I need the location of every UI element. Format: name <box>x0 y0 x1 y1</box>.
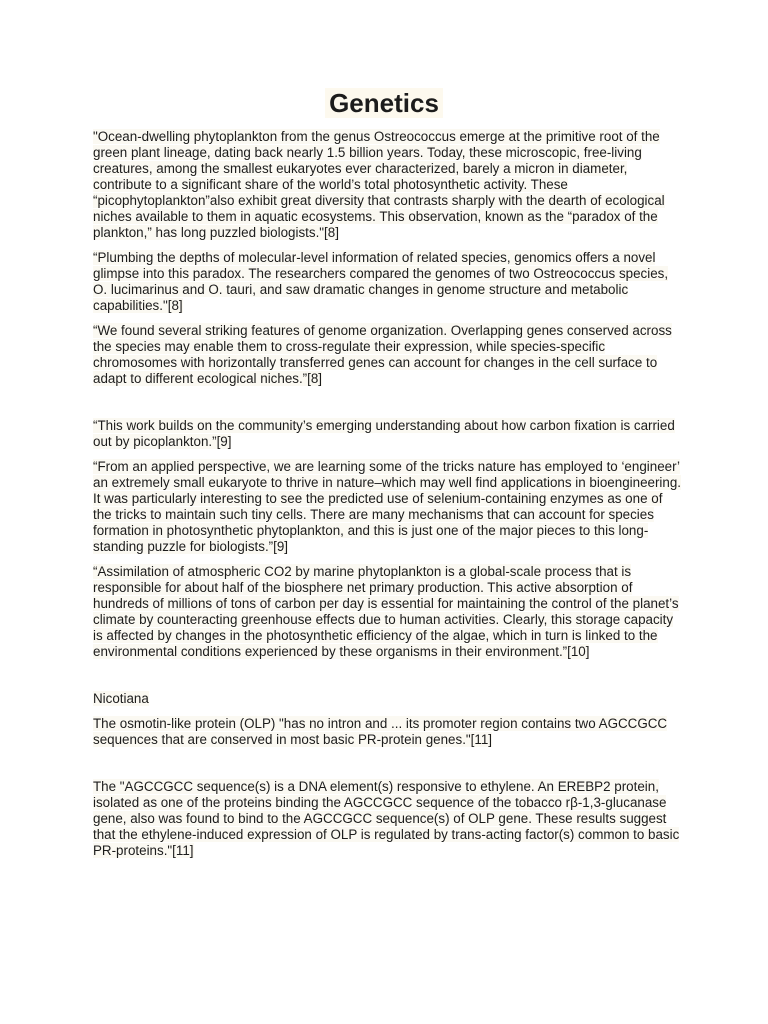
paragraph-co2-assimilation: “Assimilation of atmospheric CO2 by marine phytoplankton is a global-scale process that is responsible for about half of the biosphere net primary production. This active absorption of hundreds of millions of tons of carbon per day is essential for maintaining the control of the planet’s climate by counteracting greenhouse effects due to human activities. Clearly, this storage capacity is affected by changes in the photosynthetic efficiency of the algae, which in turn is linked to the environmental conditions experienced by these organisms in their environment.”[10] <box>93 564 679 659</box>
paragraph-ostreococcus-intro: "Ocean-dwelling phytoplankton from the genus Ostreococcus emerge at the primitive root of the green plant lineage, dating back nearly 1.5 billion years. Today, these microscopic, free-living creatures, among the smallest eukaryotes ever characterized, barely a micron in diameter, contribute to a significant share of the world’s total photosynthetic activity. These “picophytoplankton”also exhibit great diversity that contrasts sharply with the dearth of ecological niches available to them in aquatic ecosystems. This observation, known as the “paradox of the plankton,” has long puzzled biologists."[8] <box>93 129 665 240</box>
paragraph-osmotin-like-protein: The osmotin-like protein (OLP) "has no intron and ... its promoter region contains two AGCCGCC sequences that are conserved in most basic PR-protein genes."[11] <box>93 716 668 747</box>
paragraph-carbon-fixation: “This work builds on the community’s emerging understanding about how carbon fixation is carried out by picoplankton.”[9] <box>93 418 675 449</box>
paragraph-genome-organization: “We found several striking features of genome organization. Overlapping genes conserved across the species may enable them to cross-regulate their expression, while species-specific chromosomes with horizontally transferred genes can account for changes in the cell surface to adapt to different ecological niches.”[8] <box>93 323 672 386</box>
paragraph-applied-perspective: “From an applied perspective, we are learning some of the tricks nature has employed to ‘engineer’ an extremely small eukaryote to thrive in nature–which may well find applications in bioengineering. It was particularly interesting to see the predicted use of selenium-containing enzymes as one of the tricks to maintain such tiny cells. There are many mechanisms that can account for species formation in photosynthetic phytoplankton, and this is just one of the major pieces to this long-standing puzzle for biologists.”[9] <box>93 459 682 554</box>
section-heading-nicotiana: Nicotiana <box>93 691 149 706</box>
paragraph-genomics-paradox: “Plumbing the depths of molecular-level information of related species, genomics offers a novel glimpse into this paradox. The researchers compared the genomes of two Ostreococcus species, O. lucimarinus and O. tauri, and saw dramatic changes in genome structure and metabolic capabilities."[8] <box>93 250 669 313</box>
document-body <box>93 129 683 859</box>
paragraph-agccgcc-sequence: The "AGCCGCC sequence(s) is a DNA element(s) responsive to ethylene. An EREBP2 protein, isolated as one of the proteins binding the AGCCGCC sequence of the tobacco rβ-1,3-glucanase gene, also was found to bind to the AGCCGCC sequence(s) of OLP gene. These results suggest that the ethylene-induced expression of OLP is regulated by trans-acting factor(s) common to basic PR-proteins."[11] <box>93 779 680 858</box>
page-title: Genetics <box>0 86 768 120</box>
